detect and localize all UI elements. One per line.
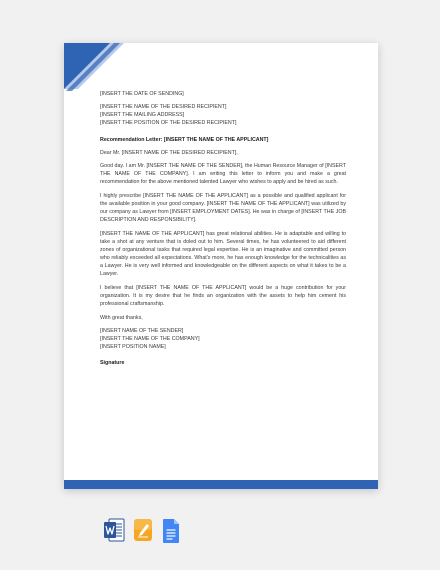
bottom-accent-bar	[64, 480, 378, 489]
letter-body	[100, 90, 346, 367]
pages-icon[interactable]	[132, 516, 154, 546]
paragraph-qualities: [INSERT THE NAME OF THE APPLICANT] has great relational abilities. He is adaptable and willing to take a shot at any venture that is doled out to him. Several times, he has volunteered to aid different zones of organizational tasks that required legal expertise. He is an imaginative and committed person who reliably exceeded all expectations. What's more, he has enough knowledge for the technicalities as a Lawyer. He is very well informed and knowledgeable on the different aspects on what it takes to be a Lawyer.	[100, 231, 346, 277]
recipient-address: [INSERT THE MAILING ADDRESS]	[100, 112, 185, 118]
word-icon[interactable]	[103, 516, 125, 546]
app-icons	[103, 516, 183, 546]
paragraph-conclusion: I believe that [INSERT THE NAME OF THE APPLICANT] would be a huge contribution for your organization. It is my desire that he finds an organization with the assets to help him cement his professional craftsmanship.	[100, 285, 346, 307]
letter-page	[64, 43, 378, 489]
sender-name: [INSERT NAME OF THE SENDER]	[100, 328, 184, 334]
salutation: Dear Mr. [INSERT NAME OF THE DESIRED RECIPIENT],	[100, 150, 238, 156]
sender-position: [INSERT POSITION NAME]	[100, 344, 166, 350]
sender-company: [INSERT THE NAME OF THE COMPANY]	[100, 336, 200, 342]
recipient-position: [INSERT THE POSITION OF THE DESIRED RECIPIENT]	[100, 120, 237, 126]
recipient-name: [INSERT THE NAME OF THE DESIRED RECIPIENT]	[100, 104, 227, 110]
letter-subject: Recommendation Letter: [INSERT THE NAME OF THE APPLICANT]	[100, 137, 269, 143]
paragraph-intro: Good day. I am Mr. [INSERT THE NAME OF THE SENDER], the Human Resource Manager of [INSERT THE NAME OF THE COMPANY]. I am writing this letter to inform you and make a great recommendation for the above mentioned talented Lawyer who wishes to apply and be hired as such.	[100, 163, 346, 185]
paragraph-recommendation: I highly prescribe [INSERT THE NAME OF THE APPLICANT] as a possible and qualified applicant for the available position in your good company. [INSERT THE NAME OF THE APPLICANT] was utilized by our company as Lawyer from [INSERT EMPLOYMENT DATES]. He was in charge of [INSERT THE JOB DESCRIPTION AND RESPONSIBILITY].	[100, 193, 346, 223]
date-line: [INSERT THE DATE OF SENDING]	[100, 91, 184, 97]
google-docs-icon[interactable]	[160, 516, 182, 546]
closing-line: With great thanks,	[100, 315, 143, 321]
signature-label: Signature	[100, 360, 125, 366]
